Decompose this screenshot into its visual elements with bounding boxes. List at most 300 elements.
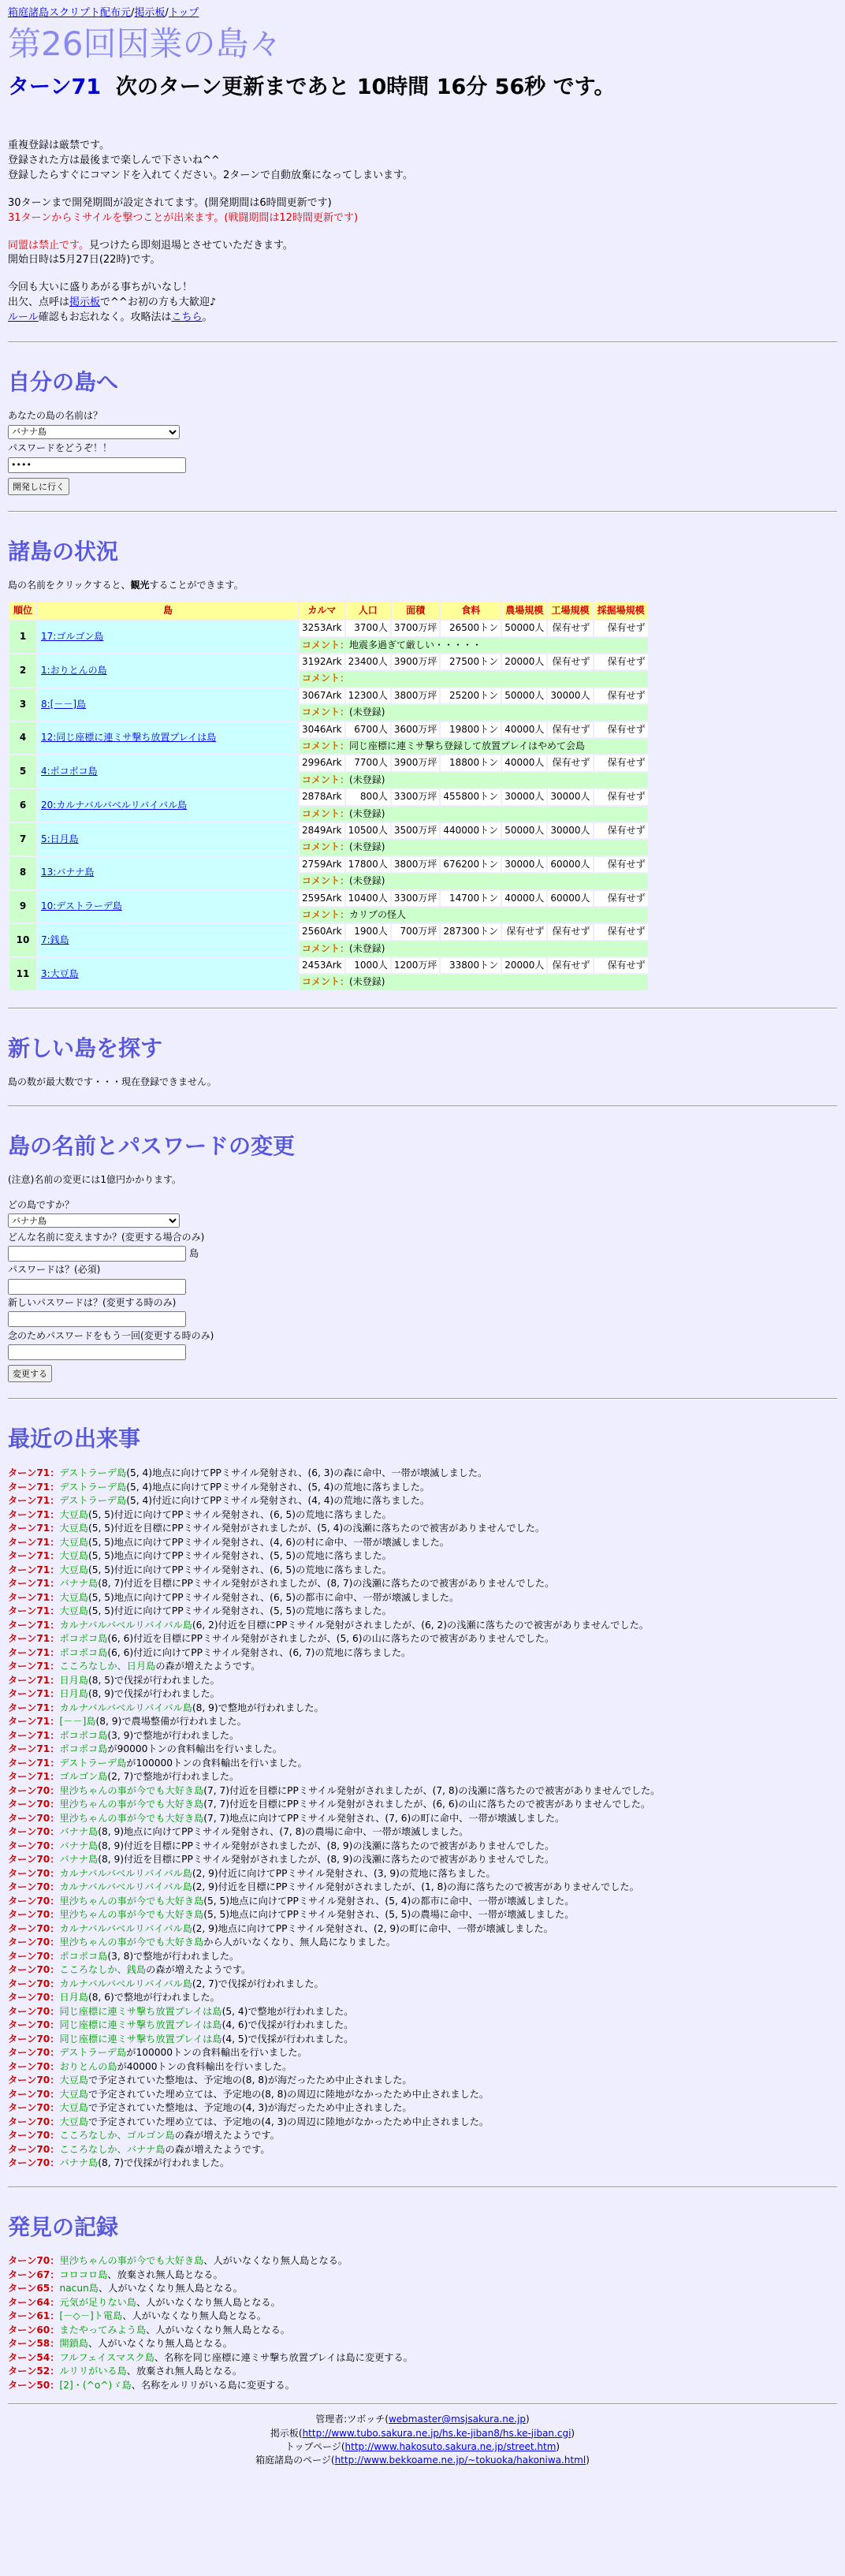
island-link[interactable]: 1:おりとんの島: [41, 664, 107, 676]
event-text: (2, 9)地点に向けてPPミサイル発射され、(2, 9)の町に命中、一帯が壊滅しました。: [192, 1922, 553, 1934]
turn-number: ターン70: [8, 1854, 50, 1866]
stat-cell-farm: 30000人: [502, 857, 546, 872]
turn-number: ターン70: [8, 2088, 50, 2100]
event-text: (5, 4)地点に向けてPPミサイル発射され、(5, 4)の荒地に落ちました。: [126, 1481, 430, 1493]
event-text: (7, 7)付近を目標にPPミサイル発射がされましたが、(6, 6)の山に落ちたので被害がありませんでした。: [203, 1799, 651, 1810]
comment-label: コメント: [302, 908, 341, 920]
change-island-select[interactable]: [8, 1213, 180, 1228]
event-item: [8, 1950, 837, 1964]
event-item: [8, 2129, 837, 2143]
event-text: 、人がいなくなり無人島となる。: [146, 2324, 290, 2336]
event-item: [8, 1536, 837, 1550]
turn-colon: ：: [50, 1578, 60, 1590]
turn-colon: ：: [50, 1550, 60, 1562]
turn-colon: ：: [50, 2088, 60, 2100]
divider: [8, 341, 837, 343]
event-item: [8, 1743, 837, 1757]
stat-cell-mine: 保有せず: [594, 891, 648, 906]
island-name-cell: [38, 924, 298, 956]
new-island-heading: 新しい島を探す: [8, 1035, 163, 1061]
comment-label: コメント: [302, 875, 341, 887]
stat-cell-farm: 40000人: [502, 755, 546, 770]
confirm-password-label: 念のためパスワードをもう一回(変更する時のみ): [8, 1329, 214, 1341]
footer-top-link[interactable]: http://www.hakosuto.sakura.ne.jp/street.htm: [344, 2440, 557, 2452]
turn-colon: ：: [50, 1812, 60, 1824]
board-link[interactable]: 掲示板: [134, 7, 166, 19]
event-item: [8, 1674, 837, 1688]
password-input[interactable]: [8, 457, 186, 473]
event-island: カルナバルバベルリバイバル島: [59, 1978, 192, 1989]
island-link[interactable]: 4:ポコポコ島: [41, 766, 98, 777]
develop-button[interactable]: 開発しに行く: [8, 478, 69, 495]
event-item: [8, 1467, 837, 1481]
event-island: こころなしか、銭島: [59, 1964, 147, 1976]
stat-cell-farm: 50000人: [502, 688, 546, 703]
turn-colon: ：: [50, 1702, 60, 1713]
footer-hakoniwa-link[interactable]: http://www.bekkoame.ne.jp/~tokuoka/hakoniwa.html: [334, 2455, 586, 2466]
stat-cell-mine: 保有せず: [594, 857, 648, 872]
event-island: カルナバルバベルリバイバル島: [59, 1881, 192, 1893]
turn-colon: ：: [50, 2157, 60, 2169]
status-desc-text: 島の名前をクリックすると、: [8, 580, 131, 591]
stat-cell-pop: 10500人: [346, 823, 390, 838]
new-password-label: 新しいパスワードは？(変更する時のみ): [8, 1297, 177, 1309]
comment-colon: ：: [340, 976, 350, 988]
stat-cell-area: 3300万坪: [392, 891, 440, 906]
turn-colon: ：: [50, 2296, 60, 2308]
rank-cell: 7: [9, 823, 36, 856]
event-text: (8, 9)付近を目標にPPミサイル発射がされましたが、(8, 9)の浅瀬に落ちたので被害がありませんでした。: [98, 1840, 555, 1851]
comment-label: コメント: [302, 841, 341, 853]
turn-colon: ：: [50, 1881, 60, 1893]
turn-colon: ：: [50, 2102, 60, 2114]
turn-colon: ：: [50, 2338, 60, 2350]
notice-text: で^^お初の方も大歓迎♪: [100, 296, 217, 309]
comment-cell: [300, 807, 648, 822]
turn-number: ターン71: [8, 1578, 50, 1590]
event-text: で予定されていた埋め立ては、予定地の(8, 8)の周辺に陸地がなかったため中止されました。: [88, 2088, 490, 2100]
event-item: [8, 1991, 837, 2005]
new-name-input[interactable]: [8, 1246, 186, 1262]
stat-cell-pop: 23400人: [346, 654, 390, 669]
event-item: [8, 2101, 837, 2116]
table-row: [9, 621, 648, 636]
notice-line: 今回も大いに盛りあがる事ちがいなし！: [8, 281, 193, 294]
event-text: (5, 5)付近に向けてPPミサイル発射され、(6, 5)の荒地に落ちました。: [88, 1564, 392, 1575]
footer: [8, 2413, 837, 2468]
event-item: [8, 1646, 837, 1661]
turn-number: ターン70: [8, 2033, 50, 2045]
stat-cell-karma: 2560Ark: [300, 924, 344, 939]
stat-cell-factory: 保有せず: [548, 755, 592, 770]
notice-text: 出欠、点呼は: [8, 296, 70, 309]
stat-cell-factory: 60000人: [548, 891, 592, 906]
divider: [8, 2403, 837, 2405]
my-island-heading: 自分の島へ: [8, 368, 119, 395]
event-text: (8, 7)付近を目標にPPミサイル発射がされましたが、(8, 7)の浅瀬に落ちたので被害がありませんでした。: [98, 1578, 555, 1590]
stat-cell-pop: 17800人: [346, 857, 390, 872]
table-header-cell: 農場規模: [502, 602, 546, 619]
table-row: [9, 654, 648, 669]
comment-label: コメント: [302, 639, 341, 651]
island-link[interactable]: 20:カルナバルバベルリバイバル島: [41, 799, 188, 811]
status-description: [8, 579, 837, 592]
stat-cell-area: 3800万坪: [392, 688, 440, 703]
rank-cell: 9: [9, 891, 36, 923]
comment-label: コメント: [302, 740, 341, 751]
comment-cell: [300, 908, 648, 923]
notice-line: 登録したらすぐにコマンドを入れてください。2ターンで自動放棄になってしまいます。: [8, 170, 413, 182]
turn-number: ターン70: [8, 2143, 50, 2155]
turn-number: ターン70: [8, 1950, 50, 1962]
script-link[interactable]: 箱庭諸島スクリプト配布元: [8, 7, 132, 19]
event-island: ポコポコ島: [59, 1950, 108, 1962]
event-text: (5, 5)付近を目標にPPミサイル発射がされましたが、(5, 4)の浅瀬に落ちたので被害がありませんでした。: [88, 1523, 545, 1534]
notice-board-link[interactable]: 掲示板: [69, 296, 101, 309]
stat-cell-food: 27500トン: [441, 654, 501, 669]
table-row: [9, 789, 648, 804]
event-island: 日月島: [59, 1688, 89, 1700]
island-link[interactable]: 7:銭島: [41, 934, 69, 945]
turn-colon: ：: [50, 1784, 60, 1796]
comment-text: カリブの怪人: [349, 908, 407, 920]
event-island: カルナバルバベルリバイバル島: [59, 1922, 192, 1934]
divider: [8, 511, 837, 513]
turn-number: ターン70: [8, 1881, 50, 1893]
event-island: 里沙ちゃんの事が今でも大好き島: [59, 1895, 204, 1907]
island-select[interactable]: [8, 425, 180, 439]
island-link[interactable]: 3:大豆島: [41, 967, 79, 979]
turn-number: ターン50: [8, 2379, 50, 2391]
footer-label: 掲示板(: [270, 2427, 303, 2439]
stat-cell-karma: 2878Ark: [300, 789, 344, 804]
event-island: [－◇－]ト電島: [59, 2310, 123, 2322]
stat-cell-farm: 保有せず: [502, 924, 546, 939]
event-text: (7, 7)付近を目標にPPミサイル発射がされましたが、(7, 8)の浅瀬に落ちたので被害がありませんでした。: [203, 1784, 661, 1796]
stat-cell-karma: 3192Ark: [300, 654, 344, 669]
event-island: 里沙ちゃんの事が今でも大好き島: [59, 1909, 204, 1921]
island-name-cell: [38, 755, 298, 788]
divider: [8, 2186, 837, 2188]
table-row: [9, 924, 648, 939]
island-link[interactable]: 8:[－－]島: [41, 698, 87, 710]
notice-line: 開始日時は5月27日(22時)です。: [8, 254, 161, 267]
table-header-cell: 面積: [392, 602, 440, 619]
stat-cell-pop: 1000人: [346, 958, 390, 973]
change-password-input[interactable]: [8, 1279, 186, 1295]
event-text: (5, 5)付近に向けてPPミサイル発射され、(6, 5)の荒地に落ちました。: [88, 1508, 392, 1520]
event-island: こころなしか、バナナ島: [59, 2143, 166, 2155]
stat-cell-mine: 保有せず: [594, 654, 648, 669]
rank-cell: 6: [9, 789, 36, 822]
footer-label: トップページ(: [285, 2440, 345, 2452]
turn-number: ターン70: [8, 1826, 50, 1838]
island-name-cell: [38, 654, 298, 687]
stat-cell-factory: 60000人: [548, 857, 592, 872]
stat-cell-karma: 2996Ark: [300, 755, 344, 770]
event-island: またやってみよう島: [59, 2324, 147, 2336]
turn-number: ターン70: [8, 1840, 50, 1851]
turn-number: ターン71: [8, 1702, 50, 1713]
event-island: 開鎖島: [59, 2338, 89, 2350]
event-item: [8, 1757, 837, 1771]
new-island-text: 島の数が最大数です・・・現在登録できません。: [8, 1076, 217, 1088]
divider: [8, 1008, 837, 1009]
rules-link[interactable]: ルール: [8, 311, 39, 323]
event-text: (7, 7)地点に向けてPPミサイル発射され、(7, 6)の町に命中、一帯が壊滅しました。: [203, 1812, 565, 1824]
event-item: [8, 1922, 837, 1937]
event-text: (2, 7)で伐採が行われました。: [192, 1978, 324, 1989]
notice-line: 30ターンまで開発期間が設定されてます。(開発期間は6時間更新です): [8, 196, 332, 209]
event-island: こころなしか、日月島: [59, 1661, 156, 1672]
stat-cell-factory: 30000人: [548, 688, 592, 703]
table-header-cell: 工場規模: [548, 602, 592, 619]
turn-colon: ：: [50, 2116, 60, 2127]
turn-colon: ：: [50, 1619, 60, 1631]
comment-cell: [300, 773, 648, 788]
turn-colon: ：: [50, 2060, 60, 2072]
comment-cell: [300, 739, 648, 754]
comment-cell: [300, 638, 648, 653]
history-heading: 発見の記録: [8, 2213, 119, 2240]
event-text: (5, 5)地点に向けてPPミサイル発射され、(4, 6)の村に命中、一帯が壊滅しました。: [88, 1536, 449, 1548]
island-name-cell: [38, 621, 298, 653]
stat-cell-food: 14700トン: [441, 891, 501, 906]
comment-colon: ：: [340, 673, 350, 684]
event-item: [8, 1908, 837, 1922]
rank-cell: 3: [9, 688, 36, 721]
event-item: [8, 1591, 837, 1605]
table-row: [9, 823, 648, 838]
island-link[interactable]: 5:日月島: [41, 833, 79, 844]
event-text: 、放棄され無人島となる。: [126, 2365, 243, 2377]
event-island: バナナ島: [59, 1840, 99, 1851]
turn-colon: ：: [50, 1909, 60, 1921]
footer-paren: ): [526, 2414, 530, 2425]
event-island: 大豆島: [59, 2088, 89, 2100]
notice-line: [8, 296, 837, 311]
event-text: の森が増えたようです。: [155, 1661, 261, 1672]
event-island: 日月島: [59, 1674, 89, 1686]
event-island: ポコポコ島: [59, 1743, 108, 1755]
turn-number: ターン70: [8, 1799, 50, 1810]
event-text: (6, 6)付近に向けてPPミサイル発射され、(6, 7)の荒地に落ちました。: [107, 1646, 411, 1658]
comment-label: コメント: [302, 706, 341, 718]
event-island: デストラーデ島: [59, 2047, 127, 2059]
event-text: の森が増えたようです。: [174, 2130, 280, 2142]
turn-colon: ：: [50, 1854, 60, 1866]
stat-cell-mine: 保有せず: [594, 924, 648, 939]
event-island: 大豆島: [59, 1591, 89, 1603]
stat-cell-mine: 保有せず: [594, 688, 648, 703]
change-button[interactable]: 変更する: [8, 1365, 52, 1382]
comment-label: コメント: [302, 774, 341, 785]
strategy-link[interactable]: こちら: [171, 311, 203, 323]
event-item: [8, 2046, 837, 2060]
comment-text: (未登録): [349, 942, 385, 954]
stat-cell-mine: 保有せず: [594, 755, 648, 770]
admin-mail-link[interactable]: webmaster@msjsakura.ne.jp: [388, 2414, 527, 2425]
event-item: [8, 1895, 837, 1909]
turn-colon: ：: [50, 2019, 60, 2031]
stat-cell-factory: 保有せず: [548, 654, 592, 669]
stat-cell-area: 3500万坪: [392, 823, 440, 838]
island-link[interactable]: 12:同じ座標に連ミサ撃ち放置プレイは島: [41, 732, 217, 744]
nav-separator: /: [131, 7, 135, 19]
table-row: [9, 857, 648, 872]
island-link[interactable]: 17:ゴルゴン島: [41, 630, 104, 642]
new-password-input[interactable]: [8, 1311, 186, 1327]
event-text: (3, 8)で整地が行われました。: [107, 1950, 240, 1962]
stat-cell-karma: 2759Ark: [300, 857, 344, 872]
turn-number: ターン71: [8, 1481, 50, 1493]
history-item: [8, 2282, 837, 2296]
event-item: [8, 1632, 837, 1646]
event-item: [8, 1605, 837, 1619]
event-item: [8, 1702, 837, 1716]
comment-colon: ：: [340, 841, 350, 853]
event-item: [8, 1660, 837, 1674]
event-text: が100000トンの食料輸出を行いました。: [126, 2047, 307, 2059]
event-item: [8, 1508, 837, 1523]
stat-cell-mine: 保有せず: [594, 823, 648, 838]
comment-cell: [300, 874, 648, 889]
footer-paren: ): [586, 2455, 590, 2466]
turn-colon: ：: [50, 1674, 60, 1686]
comment-text: (未登録): [349, 774, 385, 785]
event-island: [－－]島: [59, 1716, 96, 1728]
event-text: で予定されていた埋め立ては、予定地の(4, 3)の周辺に陸地がなかったため中止されました。: [88, 2116, 490, 2127]
event-island: 大豆島: [59, 1550, 89, 1562]
turn-number: ターン71: [8, 1605, 50, 1617]
turn-colon: ：: [50, 2310, 60, 2322]
comment-text: (未登録): [349, 807, 385, 819]
event-island: ポコポコ島: [59, 1646, 108, 1658]
new-name-label: どんな名前に変えますか？(変更する場合のみ): [8, 1231, 205, 1243]
top-nav: [8, 6, 837, 21]
event-island: [2]・(^o^)ゞ島: [59, 2379, 132, 2391]
turn-colon: ：: [50, 2255, 60, 2267]
event-text: (8, 9)で整地が行われました。: [192, 1702, 324, 1713]
stat-cell-farm: 40000人: [502, 891, 546, 906]
footer-board-link[interactable]: http://www.tubo.sakura.ne.jp/hs.ke-jiban8/hs.ke-jiban.cgi: [302, 2427, 571, 2439]
event-island: 里沙ちゃんの事が今でも大好き島: [59, 2255, 204, 2267]
event-text: (5, 5)地点に向けてPPミサイル発射され、(5, 5)の荒地に落ちました。: [88, 1550, 392, 1562]
stat-cell-food: 287300トン: [441, 924, 501, 939]
history-item: [8, 2296, 837, 2310]
top-link[interactable]: トップ: [168, 7, 199, 19]
comment-colon: ：: [340, 706, 350, 718]
turn-colon: ：: [50, 2143, 60, 2155]
event-item: [8, 1729, 837, 1743]
comment-text: (未登録): [349, 841, 385, 853]
event-island: 大豆島: [59, 2116, 89, 2127]
event-item: [8, 2033, 837, 2047]
turn-number: ターン70: [8, 1895, 50, 1907]
event-item: [8, 1978, 837, 1992]
change-note: (注意)名前の変更には1億円かかります。: [8, 1174, 182, 1186]
turn-colon: ：: [50, 1467, 60, 1479]
event-island: 大豆島: [59, 1523, 89, 1534]
turn-colon: ：: [50, 1508, 60, 1520]
confirm-password-input[interactable]: [8, 1344, 186, 1360]
turn-number: ターン70: [8, 2005, 50, 2017]
event-island: フルフェイスマスク島: [59, 2351, 154, 2363]
stat-cell-mine: 保有せず: [594, 621, 648, 636]
turn-colon: ：: [50, 1826, 60, 1838]
turn-colon: ：: [50, 1964, 60, 1976]
turn-colon: ：: [50, 1536, 60, 1548]
notice-text: 確認もお忘れなく。攻略法は: [38, 311, 172, 323]
table-header-row: [9, 602, 648, 619]
event-text: (5, 5)地点に向けてPPミサイル発射され、(6, 5)の都市に命中、一帯が壊滅しました。: [88, 1591, 460, 1603]
table-header-cell: カルマ: [300, 602, 344, 619]
turn-colon: ：: [50, 2283, 60, 2295]
stat-cell-factory: 保有せず: [548, 924, 592, 939]
turn-colon: ：: [50, 1743, 60, 1755]
island-link[interactable]: 10:デストラーデ島: [41, 900, 122, 912]
event-island: 里沙ちゃんの事が今でも大好き島: [59, 1799, 204, 1810]
stat-cell-food: 18800トン: [441, 755, 501, 770]
event-text: (4, 5)で伐採が行われました。: [221, 2033, 354, 2045]
turn-colon: ：: [50, 1661, 60, 1672]
event-island: 同じ座標に連ミサ撃ち放置プレイは島: [59, 2005, 222, 2017]
table-header-cell: 食料: [441, 602, 501, 619]
comment-text: 地震多過ぎて厳しい・・・・・: [349, 639, 482, 651]
event-text: (2, 7)で整地が行われました。: [107, 1771, 240, 1783]
event-island: ルリリがいる島: [59, 2365, 127, 2377]
island-table: [8, 601, 650, 992]
event-item: [8, 2157, 837, 2171]
stat-cell-karma: 3067Ark: [300, 688, 344, 703]
event-island: 大豆島: [59, 2075, 89, 2086]
event-island: 大豆島: [59, 1564, 89, 1575]
stat-cell-food: 440000トン: [441, 823, 501, 838]
event-item: [8, 2005, 837, 2019]
stat-cell-food: 33800トン: [441, 958, 501, 973]
event-text: (5, 4)付近に向けてPPミサイル発射され、(4, 4)の荒地に落ちました。: [126, 1495, 430, 1507]
divider: [8, 1398, 837, 1400]
event-island: 大豆島: [59, 1605, 89, 1617]
turn-number: ターン71: [8, 1536, 50, 1548]
table-header-cell: 島: [38, 602, 298, 619]
turn-number: ターン61: [8, 2310, 50, 2322]
turn-colon: ：: [50, 1605, 60, 1617]
comment-colon: ：: [340, 639, 350, 651]
history-item: [8, 2309, 837, 2324]
event-item: [8, 2116, 837, 2130]
stat-cell-area: 3800万坪: [392, 857, 440, 872]
stat-cell-farm: 40000人: [502, 722, 546, 737]
stat-cell-area: 3900万坪: [392, 654, 440, 669]
turn-number: ターン70: [8, 2060, 50, 2072]
stat-cell-karma: 3253Ark: [300, 621, 344, 636]
turn-colon: ：: [50, 2379, 60, 2391]
stat-cell-karma: 2595Ark: [300, 891, 344, 906]
stat-cell-farm: 50000人: [502, 621, 546, 636]
event-text: 、人がいなくなり無人島となる。: [122, 2310, 267, 2322]
event-item: [8, 1812, 837, 1826]
event-text: が40000トンの食料輸出を行いました。: [117, 2060, 292, 2072]
turn-colon: ：: [50, 1867, 60, 1879]
event-item: [8, 1577, 837, 1591]
stat-cell-food: 676200トン: [441, 857, 501, 872]
stat-cell-farm: 50000人: [502, 823, 546, 838]
event-item: [8, 1494, 837, 1508]
island-link[interactable]: 13:バナナ島: [41, 867, 95, 878]
comment-colon: ：: [340, 774, 350, 785]
turn-number: ターン70: [8, 2047, 50, 2059]
